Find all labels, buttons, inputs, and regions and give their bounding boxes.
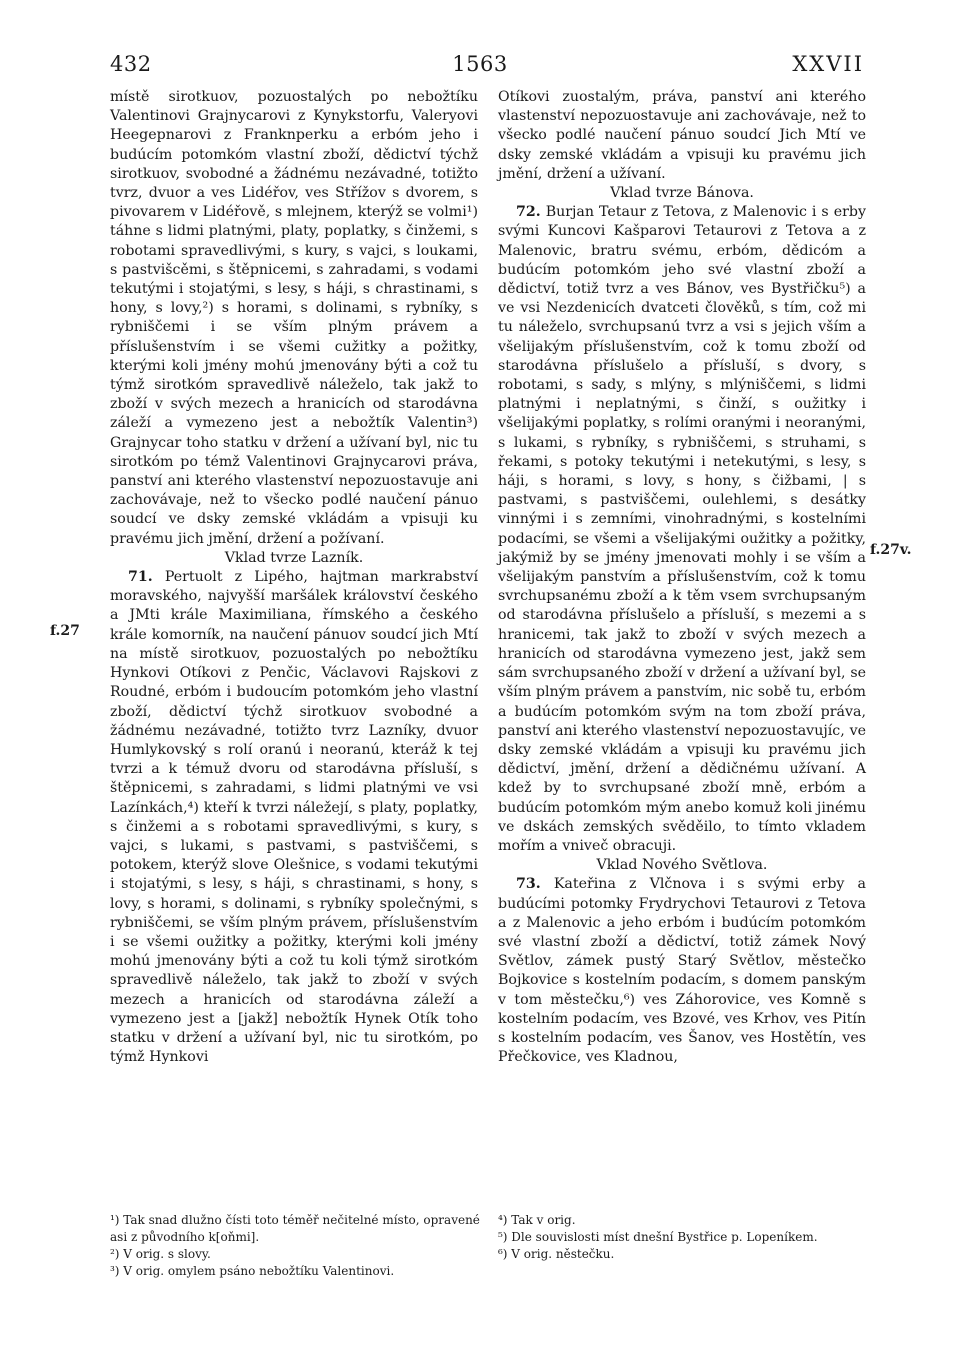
left-column — [110, 88, 478, 1067]
right-paragraph-1: Otíkovi zuostalým, práva, panství ani kterého vlastenství nepozuostavuje ani zachovávaje, než to všecko podlé naučení pánuo soudcí Jich Mtí ve dsky zemské vkládám a vpisuji ku pravému jich jmění, držení a užívaní. — [498, 89, 866, 182]
footnotes-left — [110, 1212, 480, 1280]
footnote-6: ⁶) V orig. něstečku. — [498, 1247, 615, 1261]
folio-note-left: f.27 — [50, 623, 80, 639]
left-paragraph-1: místě sirotkuov, pozuostalých po nebožtíku Valentinovi Grajnycarovi z Kynykstorfu, Valeryovi Heegepnarovi z Franknperku a erbóm jeho i budúcím potomkóm vlastní zboží, dědictví týchž sirotkuov, svobodné a žádnému nezávadné, totižto tvrz, dvuor a ves Lidéřov, ves Střížov s dvorem, s pivovarem v Lidéřově, s mlejnem, kterýž se volmi¹) táhne s lidmi platnými, platy, poplatky, s činžemi, s robotami spravedlivými, s kury, s vajci, s loukami, s pastvišcěmi, s štěpnicemi, s zahradami, s vodami tekutými i stojatými, s lesy, s háji, s chrastinami, s hony, s lovy,²) s horami, s dolinami, s rybníky, s rybniščemi i se vším plným právem a příslušenstvím i se všemi cužitky a požitky, kterými koli jmény mohú jmenovány býti a což tu týmž sirotkóm spravedlivě náleželo, tak jakž to zboží v svých mezech a hranicích od starodávna záleží a vymezeno jest a nebožtík Valentin³) Grajnycar toho statku v držení a užívaní byl, nic tu sirotkóm po témž Valentinovi Grajnycarovi práva, panství ani kterého vlastenství nepozuostavuje ani zachovávaje, než to všecko podlé naučení pánuo soudcí ve dsky zemské vkládám a vpisuji ku pravému jich jmění, držení a požívaní. — [110, 89, 478, 547]
footnote-5: ⁵) Dle souvislosti míst dnešní Bystřice p. Lopeníkem. — [498, 1230, 818, 1244]
footnote-4: ⁴) Tak v orig. — [498, 1213, 576, 1227]
section-heading-světlov: Vklad Nového Světlova. — [596, 857, 768, 874]
entry-text-72: Burjan Tetaur z Tetova, z Malenovic i s erby svými Kuncovi Kašparovi Tetaurovi z Tetova a z Malenovic, bratru svému, erbóm, dědicóm a budúcím potomkóm jeho své vlastní zboží a dědictví, totiž tvrz a ves Bánov, ves Bystřičku⁵) a ve vsi Nezdenicích dvatceti člověků, s tím, což mi tu náleželo, svrchupsanú tvrz a vsi s jejich vším a všelijakým příslušenstvím, což k tomu zboží od starodávna příslušelo a přísluší, s dvory, s robotami, s sady, s mlýny, s mlýniščemi, s lidmi platnými i neplatnými, s činží, s oužitky i všelijakými poplatky, s rolími oranými i neoranými, s lukami, s rybníky, s rybniščemi, s struhami, s řekami, s potoky tekutými i netekutými, s lesy, s háji, s horami, s lovy, s hony, s čižbami, | s pastvami, s pastviščemi, oulehlemi, s desátky vinnými i s zemními, vinohradnými, s kostelními podacími, se všemi a všelijakými oužitky a požitky, jakýmiž by se jmény jmenovati mohly i se vším a všelijakým panstvím a příslušenstvím, což k tomu svrchupsanému zboží a k těm vsem svrchupsaným od starodávna příslušelo a přísluší, s mezemi a s hranicemi, tak jakž to zboží v svých mezech a hranicích od starodávna vymezeno jest, jakž sem sám svrchupsaného zboží v držení a užívaní byl, se vším plným právem a panstvím, nic sobě tu, erbóm a budúcím potomkóm svým na tom zboží práva, panství ani kterého vlastenství nepozuostavujíc, ve dsky zemské vkládám a vpisuji ku pravému jich dědictví, jmění, držení a dědičnému užívaní. A kdež by to svrchupsané zboží mně, erbóm a budúcím potomkóm mým anebo komuž koli jinému ve dskách zemských svěděilo, to tímto vkladem mořím a vniveč obracuji. — [498, 204, 866, 854]
right-column — [498, 88, 866, 1067]
page-number: 432 — [110, 52, 152, 76]
left-paragraph-71 — [110, 568, 478, 1067]
section-heading-bánov: Vklad tvrze Bánova. — [610, 185, 754, 202]
year-heading: 1563 — [452, 52, 508, 76]
footnotes-right — [498, 1212, 868, 1263]
entry-number-73: 73. — [516, 876, 541, 893]
section-heading-lazník: Vklad tvrze Lazník. — [224, 549, 364, 566]
page-header — [0, 52, 960, 82]
entry-text-71: Pertuolt z Lipého, hajtman markrabství moravského, najvyšší maršálek království českého a JMti krále Maximiliana, římského a českého krále komorník, na naučení pánuov soudcí jich Mtí na místě sirotkuov, pozuostalých po nebožtíku Hynkovi Otíkovi z Penčic, Václavovi Rajskovi z Roudné, erbóm i budoucím potomkóm jeho vlastní zboží, dědictví týchž sirotkuov svobodné a žádnému nezávadné, totižto tvrz Lazníky, dvuor Humlykovský s rolí oranú i neoranú, kteráž k tej tvrzi a k témuž dvoru od starodávna přísluší, s štěpnicemi, s zahradami, s lidmi platnými ve vsi Lazínkách,⁴) kteří k tvrzi náležejí, s platy, poplatky, s činžemi a s robotami spravedlivými, s kury, s vajci, s lukami, s pastvami, s pastviščemi, s potokem, kterýž slove Olešnice, s vodami tekutými i stojatými, s lesy, s háji, s chrastinami, s hony, s lovy, s horami, s dolinami, s rybníky společnými, s rybniščemi, se vším plným právem, příslušenstvím i se všemi oužitky a požitky, kterými koli jmény mohú jmenovány býti a což tu koli týmž sirotkóm spravedlivě náleželo, tak jakž to zboží v svých mezech a hranicích od starodávna záleží a vymezeno jest a [jakž] nebožtík Hynek Otík toho statku v držení a užívaní byl, nic tu sirotkóm, po týmž Hynkovi — [110, 569, 478, 1066]
entry-number-71: 71. — [128, 569, 153, 586]
entry-number-72: 72. — [516, 204, 541, 221]
footnote-2: ²) V orig. s slovy. — [110, 1247, 211, 1261]
right-paragraph-73 — [498, 875, 866, 1067]
folio-note-right: f.27v. — [870, 542, 912, 558]
footnote-3: ³) V orig. omylem psáno nebožtíku Valentinovi. — [110, 1264, 395, 1278]
volume-number: XXVII — [792, 52, 864, 76]
right-paragraph-72 — [498, 203, 866, 856]
footnote-1: ¹) Tak snad dlužno čísti toto téměř nečitelné místo, opravené asi z původního k[oňmi]. — [110, 1213, 480, 1244]
entry-text-73: Kateřina z Vlčnova i s svými erby a budúcími potomky Frydrychovi Tetaurovi z Tetova a z Malenovic a jeho erbóm i budúcím potomkóm své vlastní zboží a dědictví, totiž zámek Nový Světlov, zámek pustý Starý Světlov, městečko Bojkovice s kostelním podacím, s domem panským v tom městečku,⁶) ves Záhorovice, ves Komně s kostelním podacím, ves Bzové, ves Krhov, ves Pitín s kostelním podacím, ves Šanov, ves Hostětín, ves Přečkovice, ves Kladnou, — [498, 876, 866, 1066]
